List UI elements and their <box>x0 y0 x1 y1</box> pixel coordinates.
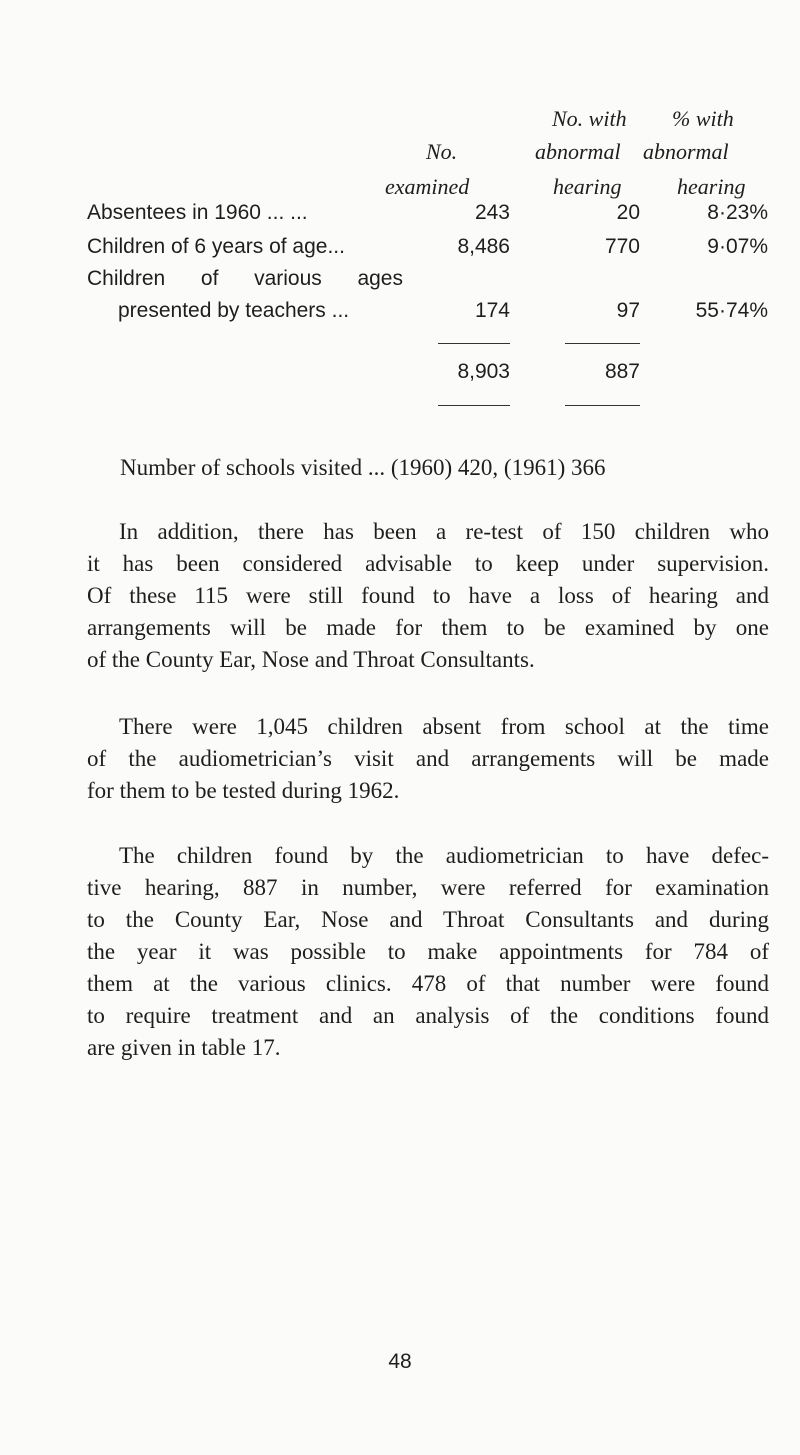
header-no-examined-line1: No. <box>426 139 458 164</box>
row-absentees-percent: 8·23% <box>707 201 768 224</box>
row-children-6-percent: 9·07% <box>707 235 768 258</box>
paragraph-retest-line-3: Of these 115 were still found to have a loss of hearing and <box>87 583 769 608</box>
header-no-examined-line2: examined <box>385 174 470 199</box>
header-pct-abnormal-line3: hearing <box>677 174 746 199</box>
paragraph-retest-line-2: it has been considered advisable to keep under supervision. <box>87 551 769 576</box>
paragraph-absent-line-2: of the audiometrician’s visit and arrangements will be made <box>87 746 769 771</box>
paragraph-referred-line-1: The children found by the audiometrician to have defec- <box>119 843 769 868</box>
total-rule-bottom-abnormal <box>565 405 640 406</box>
row-absentees-examined: 243 <box>474 201 510 224</box>
row-various-abnormal: 97 <box>616 299 640 322</box>
row-various-percent: 55·74% <box>695 299 768 322</box>
paragraph-referred-line-4: the year it was possible to make appointments for 784 of <box>87 939 769 964</box>
paragraph-retest-line-1: In addition, there has been a re-test of 150 children who <box>119 519 769 544</box>
paragraph-retest <box>87 516 769 676</box>
paragraph-absent <box>87 711 769 807</box>
header-pct-abnormal-line1: % with <box>672 106 734 131</box>
total-rule-top-abnormal <box>565 343 640 344</box>
paragraph-referred-line-2: tive hearing, 887 in number, were referred for examination <box>87 875 769 900</box>
paragraph-referred-line-3: to the County Ear, Nose and Throat Consultants and during <box>87 907 769 932</box>
paragraph-retest-line-5: of the County Ear, Nose and Throat Consultants. <box>87 647 535 672</box>
header-pct-abnormal-line2: abnormal <box>643 139 729 164</box>
row-children-6-abnormal: 770 <box>604 235 640 258</box>
total-rule-bottom-examined <box>438 405 510 406</box>
header-no-abnormal-line1: No. with <box>552 106 627 131</box>
total-examined: 8,903 <box>457 360 510 383</box>
paragraph-retest-line-4: arrangements will be made for them to be examined by one <box>87 615 769 640</box>
paragraph-referred-line-6: to require treatment and an analysis of the conditions found <box>87 1003 769 1028</box>
schools-visited-line: Number of schools visited ... (1960) 420, (1961) 366 <box>120 455 606 480</box>
paragraph-absent-line-3: for them to be tested during 1962. <box>87 778 400 803</box>
row-absentees-abnormal: 20 <box>616 201 640 224</box>
row-label-various-line1: Children of various ages <box>87 267 403 290</box>
paragraph-referred-line-7: are given in table 17. <box>87 1035 281 1060</box>
paragraph-referred-line-5: them at the various clinics. 478 of that number were found <box>87 971 769 996</box>
row-label-absentees: Absentees in 1960 ... ... <box>87 201 308 224</box>
row-children-6-examined: 8,486 <box>457 235 510 258</box>
row-label-children-6: Children of 6 years of age... <box>87 235 345 258</box>
page-number: 48 <box>388 1350 412 1373</box>
paragraph-referred <box>87 840 769 1064</box>
total-rule-top-examined <box>438 343 510 344</box>
header-no-abnormal-line2: abnormal <box>535 139 621 164</box>
header-no-abnormal-line3: hearing <box>553 174 622 199</box>
paragraph-absent-line-1: There were 1,045 children absent from school at the time <box>119 714 769 739</box>
row-label-various-line2: presented by teachers ... <box>118 299 350 322</box>
total-abnormal: 887 <box>604 360 640 383</box>
row-various-examined: 174 <box>474 299 510 322</box>
